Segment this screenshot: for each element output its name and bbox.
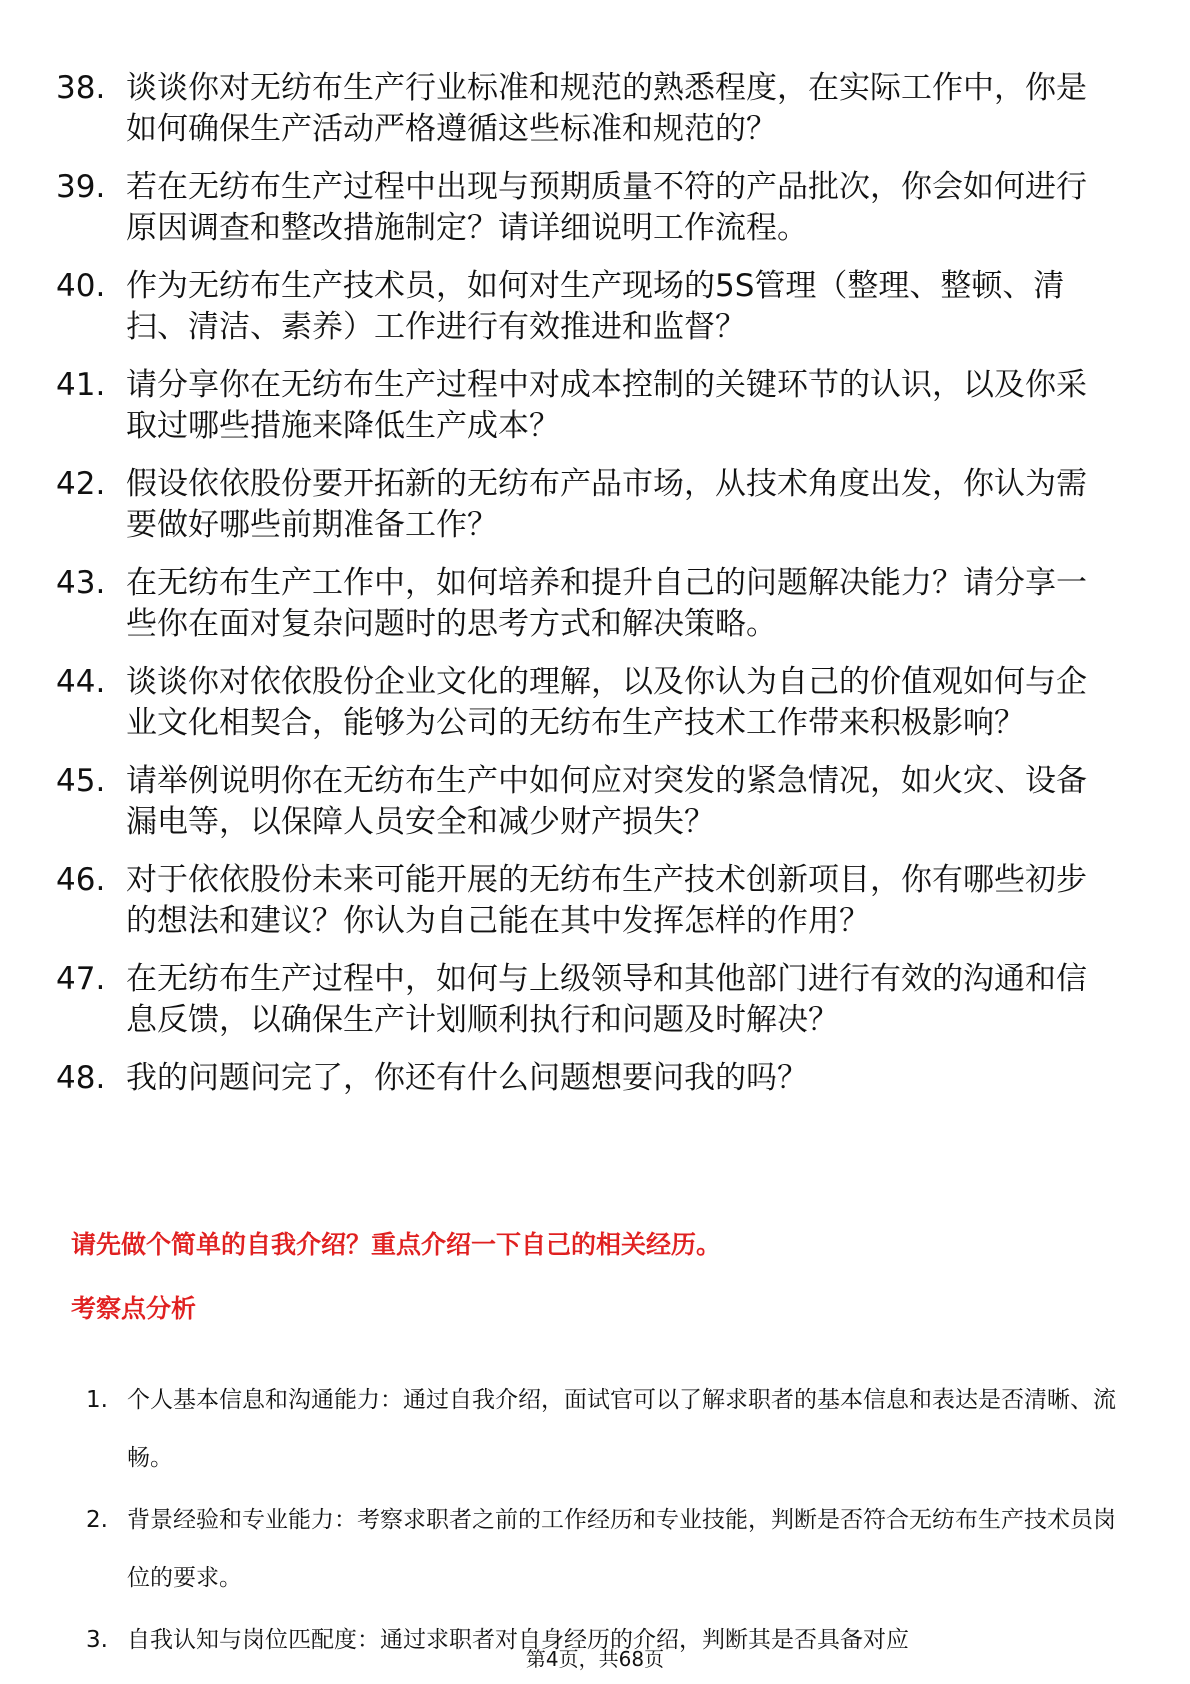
question-text: 对于依依股份未来可能开展的无纺布生产技术创新项目，你有哪些初步的想法和建议？你认为自己能在其中发挥怎样的作用？ (126, 862, 1087, 939)
question-item (56, 563, 1116, 645)
analysis-number: 1. (86, 1387, 108, 1413)
question-text: 在无纺布生产工作中，如何培养和提升自己的问题解决能力？请分享一些你在面对复杂问题时的思考方式和解决策略。 (126, 565, 1087, 642)
question-item (56, 266, 1116, 348)
analysis-text: 背景经验和专业能力：考察求职者之前的工作经历和专业技能，判断是否符合无纺布生产技术员岗位的要求。 (127, 1507, 1116, 1591)
question-item (56, 167, 1116, 249)
question-text: 请分享你在无纺布生产过程中对成本控制的关键环节的认识，以及你采取过哪些措施来降低生产成本？ (126, 367, 1087, 444)
analysis-text: 自我认知与岗位匹配度：通过求职者对自身经历的介绍，判断其是否具备对应 (127, 1627, 909, 1653)
question-number: 42. (56, 466, 106, 502)
analysis-text: 个人基本信息和沟通能力：通过自我介绍，面试官可以了解求职者的基本信息和表达是否清晰、流畅。 (127, 1387, 1116, 1471)
question-number: 38. (56, 70, 106, 106)
question-text: 在无纺布生产过程中，如何与上级领导和其他部门进行有效的沟通和信息反馈，以确保生产计划顺利执行和问题及时解决？ (126, 961, 1087, 1038)
analysis-item (86, 1491, 1126, 1607)
question-item (56, 68, 1116, 150)
question-text: 我的问题问完了，你还有什么问题想要问我的吗？ (126, 1060, 808, 1096)
question-number: 40. (56, 268, 106, 304)
question-item (56, 761, 1116, 843)
question-number: 48. (56, 1060, 106, 1096)
question-item (56, 662, 1116, 744)
analysis-item (86, 1371, 1126, 1487)
question-list (56, 68, 1116, 1116)
question-number: 43. (56, 565, 106, 601)
question-item (56, 365, 1116, 447)
question-number: 45. (56, 763, 106, 799)
question-text: 若在无纺布生产过程中出现与预期质量不符的产品批次，你会如何进行原因调查和整改措施制定？请详细说明工作流程。 (126, 169, 1087, 246)
question-item (56, 1058, 1116, 1099)
question-number: 46. (56, 862, 106, 898)
question-number: 44. (56, 664, 106, 700)
question-text: 请举例说明你在无纺布生产中如何应对突发的紧急情况，如火灾、设备漏电等，以保障人员安全和减少财产损失？ (126, 763, 1087, 840)
analysis-number: 3. (86, 1627, 108, 1653)
question-text: 谈谈你对依依股份企业文化的理解，以及你认为自己的价值观如何与企业文化相契合，能够为公司的无纺布生产技术工作带来积极影响？ (126, 664, 1087, 741)
page-footer: 第4页，共68页 (525, 1647, 665, 1671)
analysis-list (86, 1371, 1126, 1673)
question-item (56, 464, 1116, 546)
question-number: 41. (56, 367, 106, 403)
analysis-number: 2. (86, 1507, 108, 1533)
question-text: 假设依依股份要开拓新的无纺布产品市场，从技术角度出发，你认为需要做好哪些前期准备工作？ (126, 466, 1087, 543)
analysis-heading: 考察点分析 (71, 1294, 197, 1323)
question-number: 39. (56, 169, 106, 205)
question-text: 作为无纺布生产技术员，如何对生产现场的5S管理（整理、整顿、清扫、清洁、素养）工作进行有效推进和监督？ (126, 268, 1065, 345)
question-item (56, 959, 1116, 1041)
question-number: 47. (56, 961, 106, 997)
question-item (56, 860, 1116, 942)
question-text: 谈谈你对无纺布生产行业标准和规范的熟悉程度，在实际工作中，你是如何确保生产活动严格遵循这些标准和规范的？ (126, 70, 1087, 147)
highlight-question: 请先做个简单的自我介绍？重点介绍一下自己的相关经历。 (71, 1230, 722, 1259)
